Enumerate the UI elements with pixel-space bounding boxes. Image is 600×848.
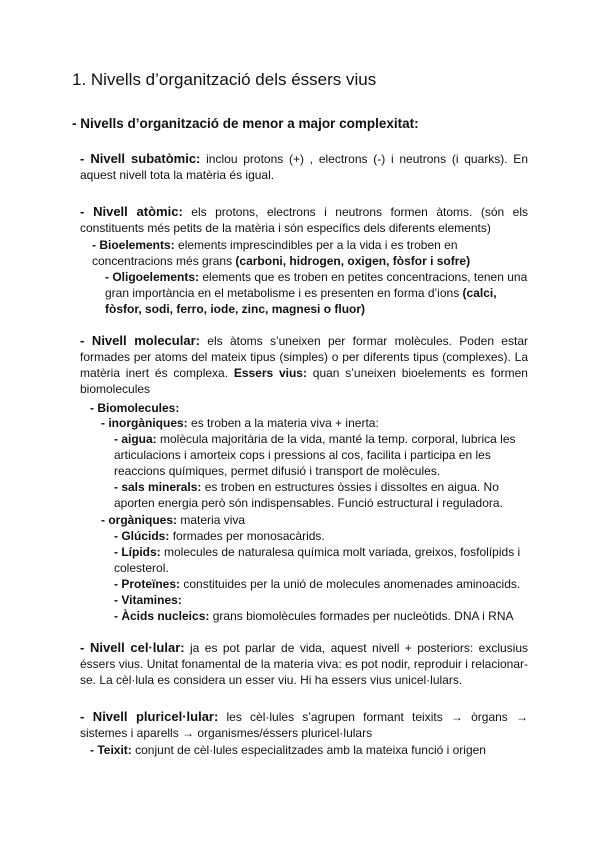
teixit-label: - Teixit: xyxy=(90,743,132,757)
atomic-paragraph xyxy=(80,204,528,236)
proteines-label: - Proteïnes: xyxy=(114,577,181,591)
cellular-paragraph xyxy=(80,640,528,688)
inorganic-text: es troben a la materia viva + inerta: xyxy=(191,416,379,430)
biomolecules-heading xyxy=(90,400,179,416)
pluricellular-text: les cèl·lules s’agrupen formant teixits → òrgans → sistemes i aparells → organismes/éssers pluricel·lulars xyxy=(80,710,528,740)
glucids-text: formades per monosacàrids. xyxy=(172,529,325,543)
organic-label: - orgàniques: xyxy=(101,513,178,527)
pluricellular-label: - Nivell pluricel·lular: xyxy=(80,709,219,724)
teixit-text: conjunt de cèl·lules especialitzades amb la mateixa funció i origen xyxy=(135,743,486,757)
molecular-paragraph xyxy=(80,333,528,397)
oligoelements-label: - Oligoelements: xyxy=(105,270,200,284)
lipids-label: - Lípids: xyxy=(114,545,161,559)
bioelements-label: - Bioelements: xyxy=(92,238,175,252)
oligoelements-item xyxy=(105,269,530,317)
bioelements-examples: (carboni, hidrogen, oxigen, fòsfor i sofre) xyxy=(235,254,471,268)
molecular-label: - Nivell molecular: xyxy=(80,333,200,348)
acids-nucleics-item xyxy=(114,608,529,624)
atomic-text: els protons, electrons i neutrons formen àtoms. (són els constituents més petits de la matèria i són específics dels diferents elements) xyxy=(80,205,528,235)
vitamines-item xyxy=(114,592,182,608)
vitamines-label: - Vitamines: xyxy=(114,593,182,607)
bioelements-item xyxy=(92,237,492,269)
teixit-item xyxy=(90,742,530,758)
sals-minerals-item xyxy=(114,479,524,511)
lipids-text: molecules de naturalesa química molt variada, greixos, fosfolípids i colesterol. xyxy=(114,545,521,575)
section-subheading: - Nivells d’organització de menor a major complexitat: xyxy=(72,116,419,131)
subatomic-paragraph xyxy=(80,151,528,183)
essers-vius-label: Essers vius: xyxy=(233,366,307,380)
inorganic-label: - inorgàniques: xyxy=(101,416,188,430)
lipids-item xyxy=(114,544,529,576)
sals-minerals-text: es troben en estructures òssies i dissoltes en aigua. No aporten energia però són indispensables. Funció estructural i reguladora. xyxy=(114,480,503,510)
cellular-label: - Nivell cel·lular: xyxy=(80,640,185,655)
pluricellular-paragraph xyxy=(80,709,528,741)
bioelements-text: elements imprescindibles per a la vida i es troben en concentracions més grans xyxy=(92,238,458,268)
proteines-text: constituides per la unió de molecules anomenades aminoacids. xyxy=(183,577,521,591)
atomic-label: - Nivell atòmic: xyxy=(80,204,183,219)
oligoelements-text: elements que es troben en petites concentracions, tenen una gran importància en el metabolisme i es presenten en forma d’ions xyxy=(105,270,528,300)
inorganic-item xyxy=(101,415,521,431)
essers-vius-text: quan s’uneixen bioelements es formen biomolecules xyxy=(80,366,528,396)
glucids-item xyxy=(114,528,524,544)
aigua-text: molècula majoritària de la vida, manté la temp. corporal, lubrica les articulacions i amorteix cops i pressions al cos, facilita i participa en les reaccions químiques, permet difusió i transport de molècules. xyxy=(114,432,516,478)
page-title: 1. Nivells d’organització dels éssers vius xyxy=(72,70,377,89)
subatomic-text: inclou protons (+) , electrons (-) i neutrons (i quarks). En aquest nivell tota la matèria és igual. xyxy=(80,152,528,182)
biomolecules-label: - Biomolecules: xyxy=(90,401,180,415)
subatomic-label: - Nivell subatòmic: xyxy=(80,151,201,166)
acids-nucleics-label: - Àcids nucleics: xyxy=(114,609,210,623)
proteines-item xyxy=(114,576,529,592)
sals-minerals-label: - sals minerals: xyxy=(114,480,202,494)
aigua-label: - aigua: xyxy=(114,432,157,446)
acids-nucleics-text: grans biomolècules formades per nucleòtids. DNA i RNA xyxy=(212,609,514,623)
glucids-label: - Glúcids: xyxy=(114,529,170,543)
organic-text: materia viva xyxy=(180,513,246,527)
oligoelements-examples: (calci, fòsfor, sodi, ferro, iode, zinc, magnesi o fluor) xyxy=(105,286,497,316)
molecular-text: els àtoms s’uneixen per formar molècules. Poden estar formades per atoms del mateix tipus (simples) o per diferents tipus (complexes). La matèria inert és complexa. xyxy=(80,334,528,380)
aigua-item xyxy=(114,431,524,479)
organic-item xyxy=(101,512,521,528)
cellular-text: ja es pot parlar de vida, aquest nivell + posteriors: exclusius éssers vius. Unitat fonamental de la materia viva: es pot nodir, reproduir i relacionar-se. La cèl·lula es considera un esser viu. Hi ha essers vius unicel·lulars. xyxy=(80,641,529,687)
